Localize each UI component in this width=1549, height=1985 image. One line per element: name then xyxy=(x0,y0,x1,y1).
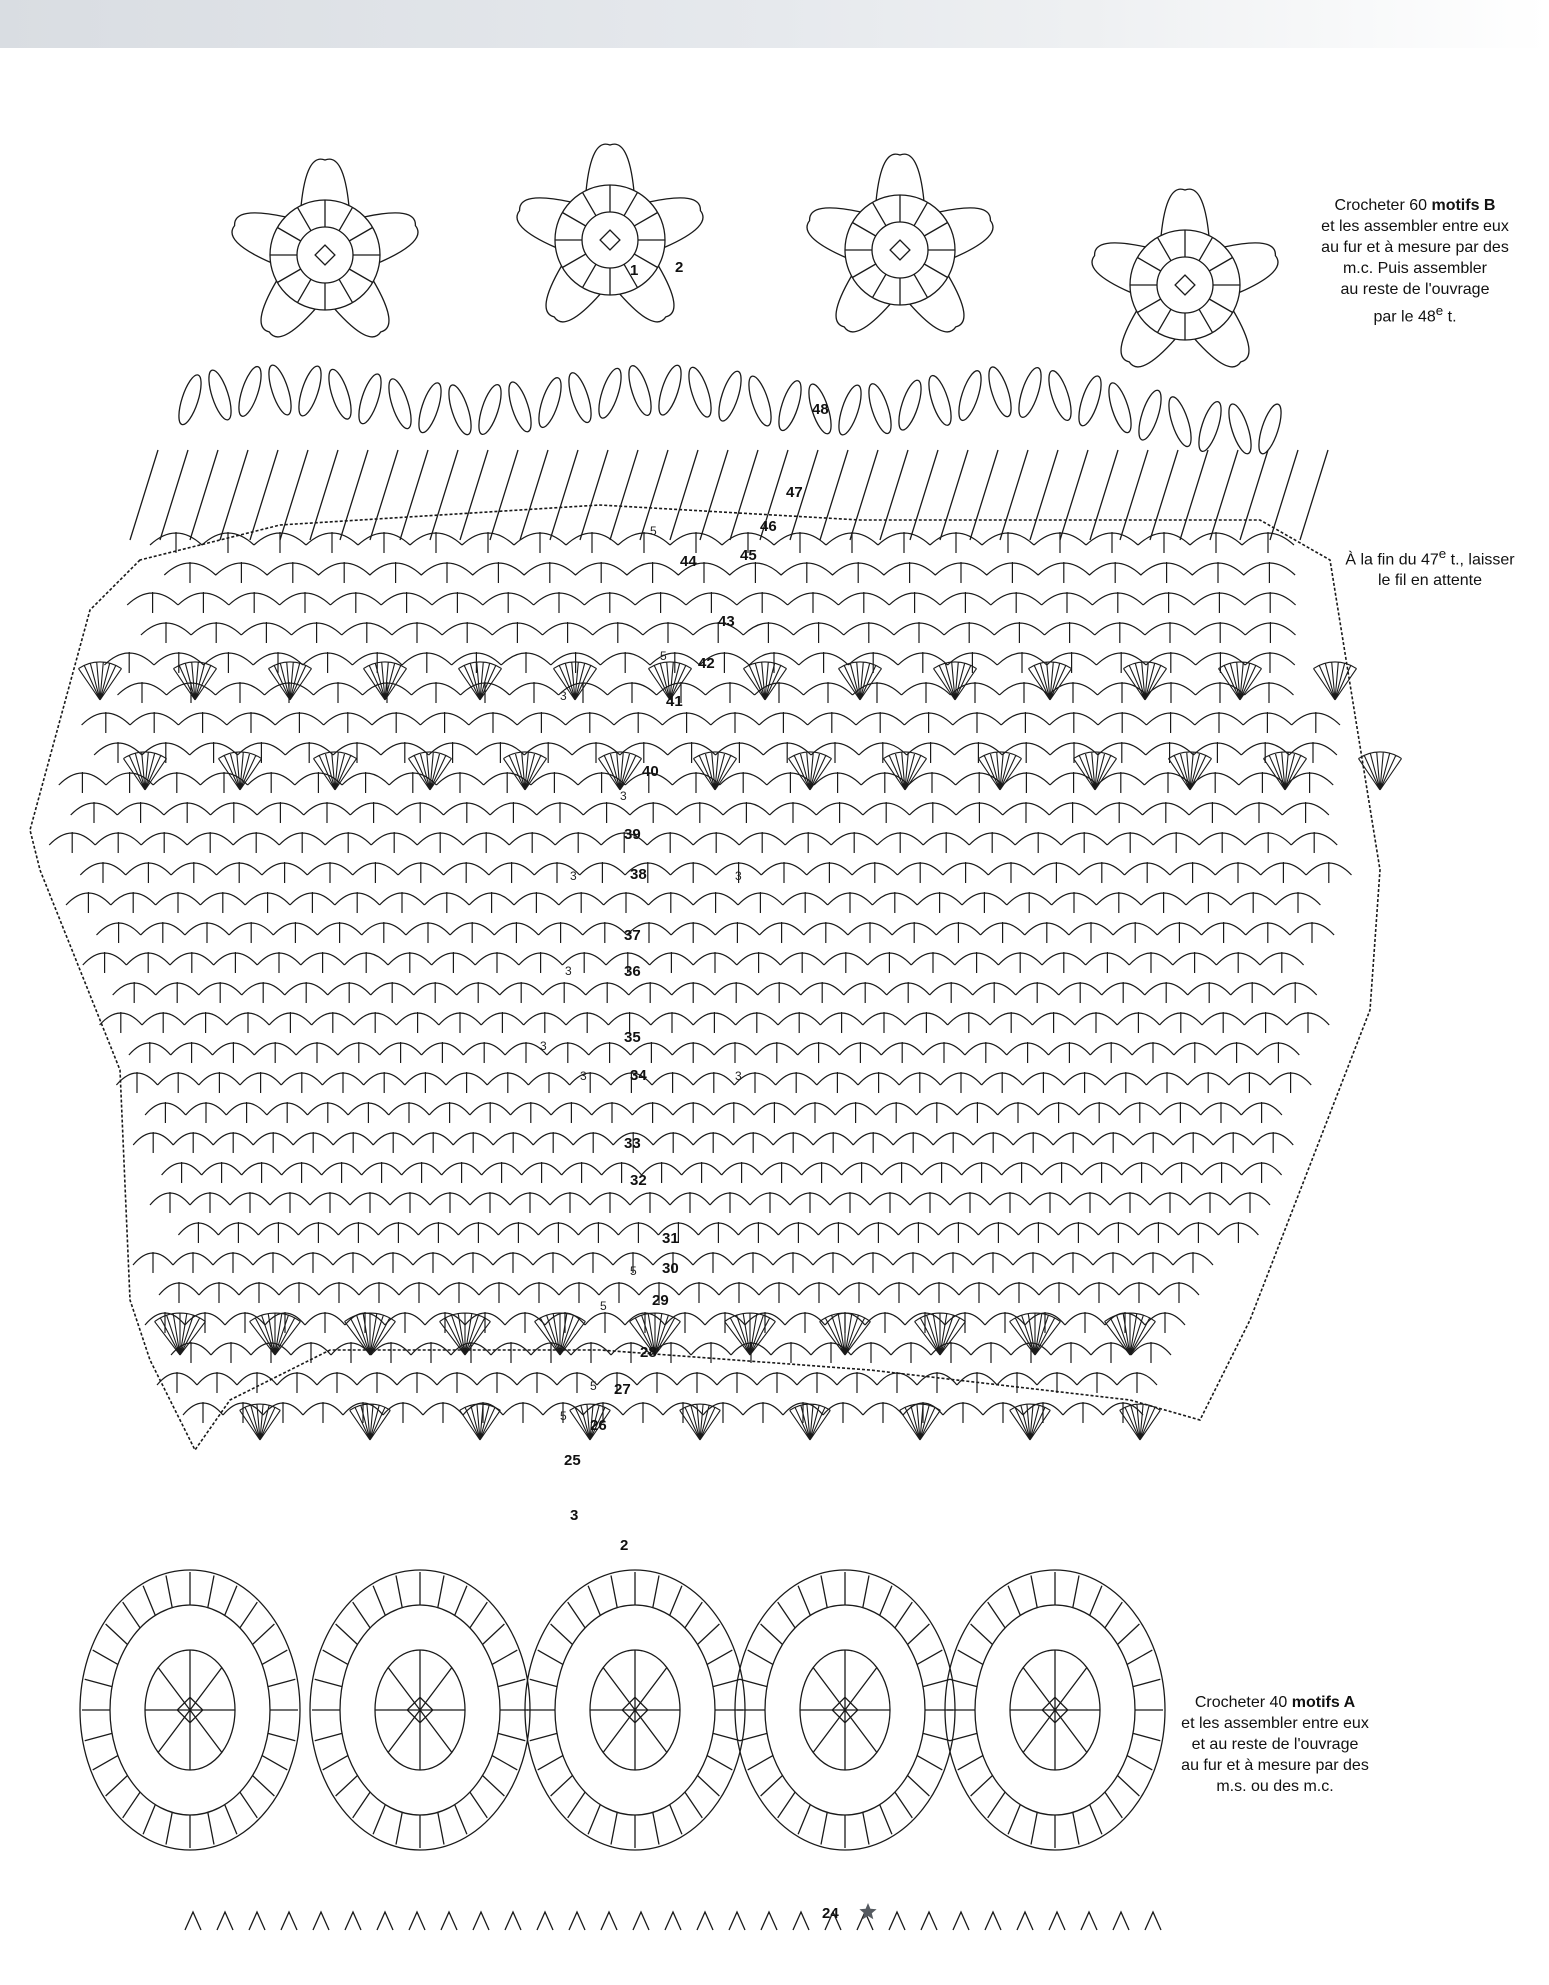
note-row-47: À la fin du 47e t., laisser le fil en attente xyxy=(1345,546,1515,590)
loop-48 xyxy=(1134,388,1165,442)
chain-row xyxy=(178,1222,1258,1243)
chain-row xyxy=(49,832,1337,853)
fan-shell xyxy=(1169,752,1212,790)
fan-shell xyxy=(884,752,927,790)
chain-count-label: 5 xyxy=(600,1299,607,1313)
row-number-28: 28 xyxy=(640,1344,657,1361)
fan-shell xyxy=(599,752,642,790)
motif-b-core xyxy=(297,227,353,283)
loop-48 xyxy=(984,365,1015,419)
loop-48 xyxy=(264,363,295,417)
loop-48 xyxy=(444,383,475,437)
fan-shell xyxy=(744,662,787,700)
chain-row xyxy=(164,562,1295,583)
row-number-35: 35 xyxy=(624,1029,641,1046)
fan-shell xyxy=(409,752,452,790)
loop-48 xyxy=(624,363,655,417)
loop-48 xyxy=(594,366,625,420)
loop-48 xyxy=(474,382,505,436)
chain-row xyxy=(145,1102,1282,1123)
loop-48 xyxy=(864,381,895,435)
fan-shell xyxy=(789,752,832,790)
fan-shell xyxy=(79,662,122,700)
fan-shell xyxy=(1264,752,1307,790)
chain-row xyxy=(66,892,1320,913)
chain-row xyxy=(97,922,1335,943)
fan-shell xyxy=(694,752,737,790)
fan-shell xyxy=(345,1313,396,1355)
loop-48 xyxy=(684,365,715,419)
fan-shell xyxy=(269,662,312,700)
fan-shell xyxy=(350,1404,391,1440)
motif-b-center xyxy=(890,240,910,260)
chain-row xyxy=(94,742,1337,763)
fan-shell xyxy=(1314,662,1357,700)
chain-count-label: 5 xyxy=(650,524,657,538)
chain-count-label: 3 xyxy=(560,689,567,703)
chain-count-label: 3 xyxy=(565,964,572,978)
loop-48 xyxy=(894,378,925,432)
fan-shell xyxy=(1010,1404,1051,1440)
loop-48 xyxy=(924,373,955,427)
loop-48 xyxy=(1074,374,1105,428)
loop-48 xyxy=(204,368,235,422)
chain-count-label: 3 xyxy=(540,1039,547,1053)
fan-shell xyxy=(174,662,217,700)
row-number-43: 43 xyxy=(718,613,735,630)
row-number-34: 34 xyxy=(630,1067,647,1084)
fan-shell xyxy=(364,662,407,700)
motif-round-label: 2 xyxy=(620,1537,629,1554)
fan-shell xyxy=(915,1313,966,1355)
loop-48 xyxy=(294,364,325,418)
row-number-37: 37 xyxy=(624,927,641,944)
motif-a-spokes xyxy=(527,1572,743,1848)
row-number-32: 32 xyxy=(630,1172,647,1189)
motif-b-core xyxy=(1157,257,1213,313)
loop-48 xyxy=(744,374,775,428)
fan-shell xyxy=(314,752,357,790)
chain-count-label: 3 xyxy=(735,1069,742,1083)
loop-48 xyxy=(954,368,985,422)
chain-row xyxy=(162,1162,1282,1183)
row-number-31: 31 xyxy=(662,1230,679,1247)
motif-a-spokes xyxy=(947,1572,1163,1848)
fan-shell xyxy=(460,1404,501,1440)
loop-48 xyxy=(654,363,685,417)
row-number-39: 39 xyxy=(624,826,641,843)
row-number-44: 44 xyxy=(680,553,697,570)
fan-shell xyxy=(979,752,1022,790)
fan-outline xyxy=(30,505,1380,1450)
chain-row xyxy=(80,862,1351,883)
motif-b-center xyxy=(315,245,335,265)
fan-shell xyxy=(839,662,882,700)
chain-count-label: 3 xyxy=(735,869,742,883)
loop-48 xyxy=(774,378,805,432)
row-number-48: 48 xyxy=(812,401,829,418)
chain-count-label: 5 xyxy=(630,1264,637,1278)
loop-48 xyxy=(714,369,745,423)
loop-48 xyxy=(1044,368,1075,422)
chain-count-label: 5 xyxy=(590,1379,597,1393)
loop-48 xyxy=(564,370,595,424)
chain-count-label: 3 xyxy=(620,789,627,803)
fan-shell xyxy=(790,1404,831,1440)
fan-shell xyxy=(934,662,977,700)
loop-48 xyxy=(1194,399,1225,453)
chain-row xyxy=(100,1012,1330,1033)
fan-shell xyxy=(1219,662,1262,700)
chain-row xyxy=(71,802,1329,823)
fan-shell xyxy=(1120,1404,1161,1440)
row-number-42: 42 xyxy=(698,655,715,672)
motif-round-label: 2 xyxy=(675,259,684,276)
loop-48 xyxy=(1224,402,1255,456)
motif-b-core xyxy=(582,212,638,268)
motif-round-label: 1 xyxy=(630,262,639,279)
fan-shell xyxy=(440,1313,491,1355)
loop-48 xyxy=(1104,381,1135,435)
loop-48 xyxy=(1254,402,1285,456)
loop-48 xyxy=(504,380,535,434)
row-number-47: 47 xyxy=(786,484,803,501)
row-number-26: 26 xyxy=(590,1417,607,1434)
fan-shell xyxy=(1105,1313,1156,1355)
row-number-46: 46 xyxy=(760,518,777,535)
fan-shell xyxy=(504,752,547,790)
row-number-25: 25 xyxy=(564,1452,581,1469)
note-motifs-a: Crocheter 40 motifs A et les assembler entre eux et au reste de l'ouvrage au fur et à mesure par des m.s. ou des m.c. xyxy=(1181,1694,1369,1795)
stitch-row-47 xyxy=(130,450,1328,540)
fan-shell xyxy=(1359,752,1402,790)
motif-b-core xyxy=(872,222,928,278)
motif-a-spokes xyxy=(312,1572,528,1848)
chain-row xyxy=(82,712,1340,733)
motif-round-label: 3 xyxy=(570,1507,579,1524)
chain-row xyxy=(116,1072,1311,1093)
row-number-41: 41 xyxy=(666,693,683,710)
chain-count-label: 3 xyxy=(580,1069,587,1083)
motif-b-center xyxy=(600,230,620,250)
chain-row xyxy=(133,1132,1293,1153)
chain-row xyxy=(127,592,1295,613)
chain-row xyxy=(129,1042,1299,1063)
start-star-icon xyxy=(859,1903,876,1919)
chain-row xyxy=(150,1192,1270,1213)
loop-48 xyxy=(324,367,355,421)
fan-shell xyxy=(820,1313,871,1355)
loop-48 xyxy=(534,375,565,429)
chain-count-label: 3 xyxy=(570,869,577,883)
row-number-33: 33 xyxy=(624,1135,641,1152)
row-number-29: 29 xyxy=(652,1292,669,1309)
fan-shell xyxy=(240,1404,281,1440)
fan-shell xyxy=(219,752,262,790)
note-motifs-b: Crocheter 60 motifs B et les assembler entre eux au fur et à mesure par des m.c. Puis assembler au reste de l'ouvrage par le 48e t. xyxy=(1321,197,1509,326)
row-number-40: 40 xyxy=(642,763,659,780)
loop-48 xyxy=(834,383,865,437)
row-number-30: 30 xyxy=(662,1260,679,1277)
fan-shell xyxy=(680,1404,721,1440)
row-number-36: 36 xyxy=(624,963,641,980)
row-number-27: 27 xyxy=(614,1381,631,1398)
chain-row xyxy=(83,952,1304,973)
fan-shell xyxy=(155,1313,206,1355)
chain-row xyxy=(157,1372,1157,1393)
chain-row xyxy=(150,532,1294,553)
fan-shell xyxy=(900,1404,941,1440)
row-number-24: 24 xyxy=(822,1905,839,1922)
chain-row xyxy=(171,1342,1171,1363)
chain-row xyxy=(113,982,1317,1003)
row-number-38: 38 xyxy=(630,866,647,883)
loop-48 xyxy=(1014,365,1045,419)
motif-b-center xyxy=(1175,275,1195,295)
chain-count-label: 5 xyxy=(660,649,667,663)
fan-shell xyxy=(459,662,502,700)
picot-edge xyxy=(185,1912,1161,1930)
chain-row xyxy=(159,1282,1199,1303)
motif-a-spokes xyxy=(737,1572,953,1848)
fan-shell xyxy=(1074,752,1117,790)
loop-48 xyxy=(354,372,385,426)
loop-48 xyxy=(384,377,415,431)
loop-48 xyxy=(414,381,445,435)
motif-a-spokes xyxy=(82,1572,298,1848)
chain-count-label: 5 xyxy=(560,1409,567,1423)
fan-shell xyxy=(725,1313,776,1355)
loop-48 xyxy=(1164,394,1195,448)
fan-shell xyxy=(1029,662,1072,700)
chain-row xyxy=(183,1402,1143,1423)
fan-shell xyxy=(1124,662,1167,700)
row-number-45: 45 xyxy=(740,547,757,564)
loop-48 xyxy=(234,364,265,418)
loop-48 xyxy=(174,373,205,427)
